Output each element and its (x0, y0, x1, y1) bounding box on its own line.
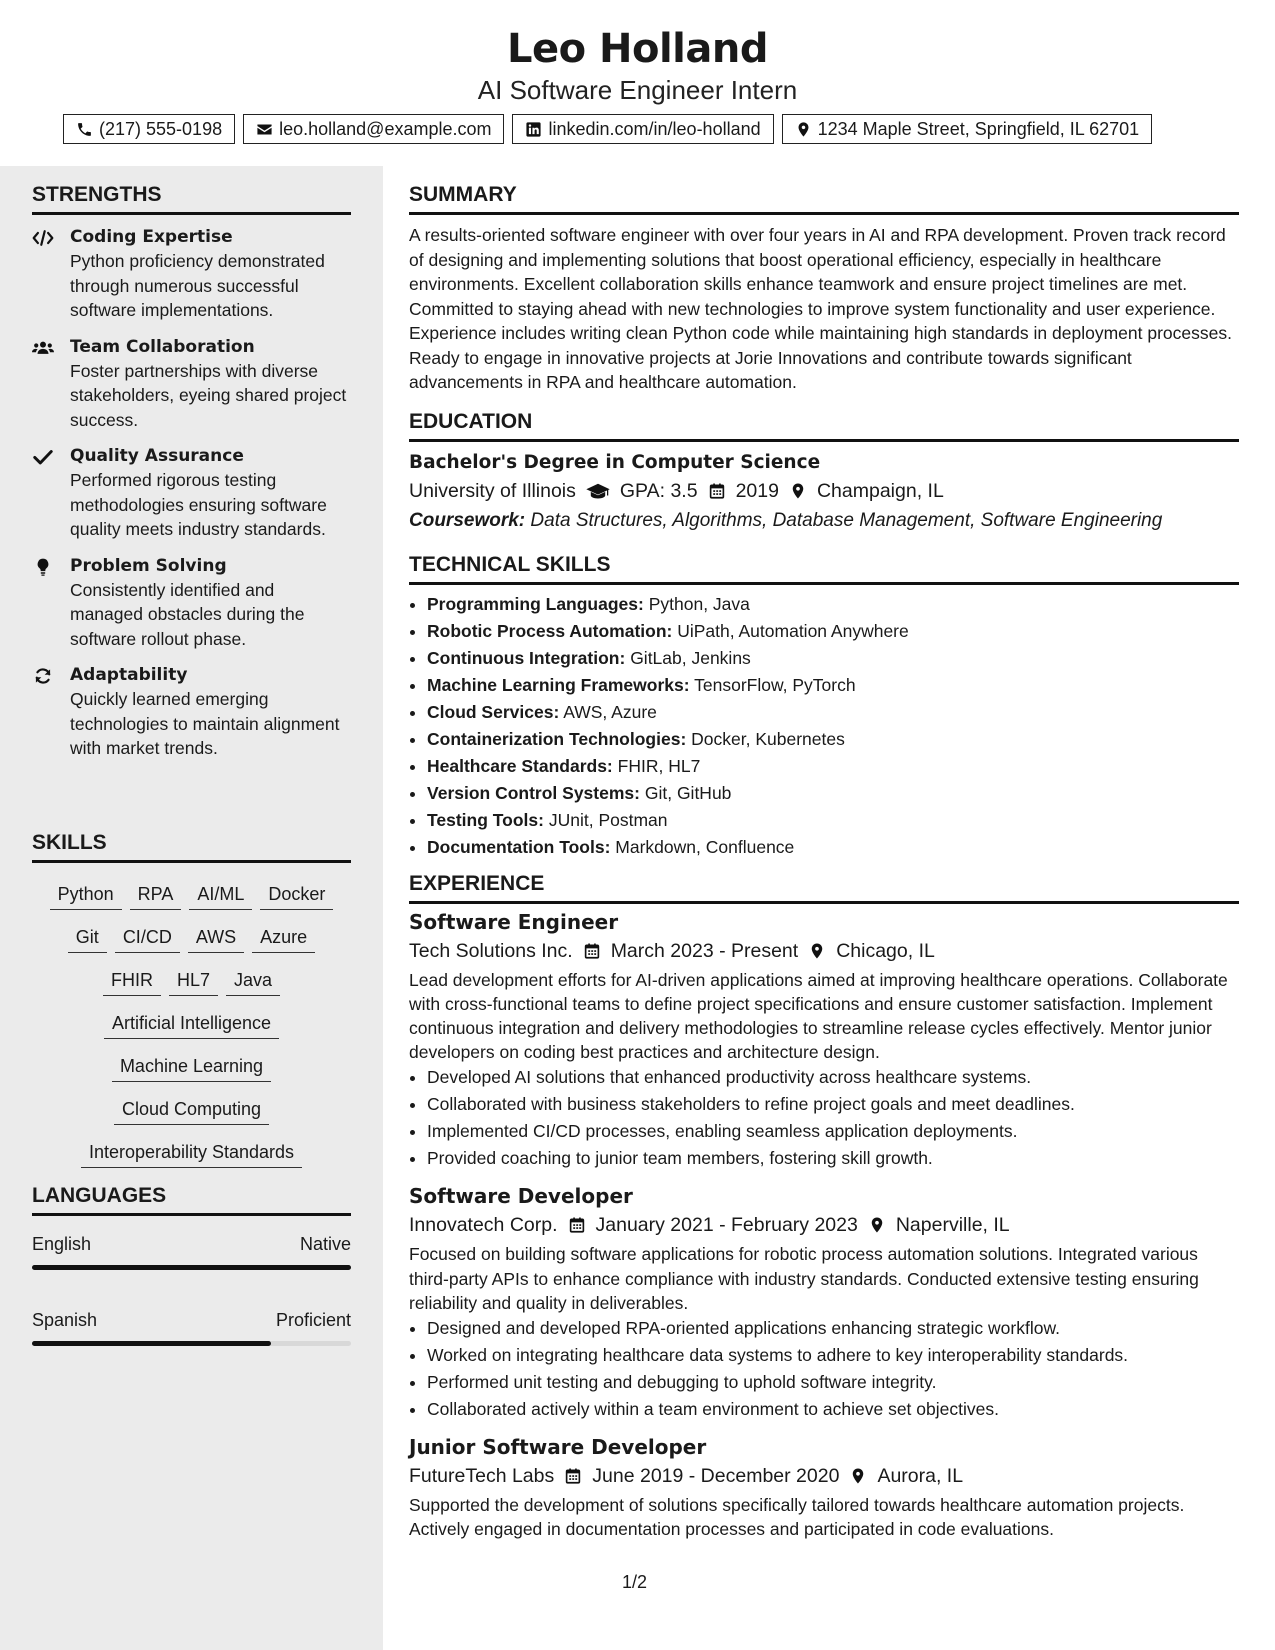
skill-tag: HL7 (169, 967, 218, 996)
strengths-heading: STRENGTHS (32, 182, 351, 215)
lightbulb-icon (32, 557, 54, 577)
experience-section (409, 871, 1239, 1542)
list-item (427, 726, 1239, 753)
language-name: English (32, 1234, 92, 1254)
skill-tag: CI/CD (115, 924, 180, 953)
degree-title: Bachelor's Degree in Computer Science (409, 451, 821, 473)
skill-tag: FHIR (103, 967, 161, 996)
skill-tag: Python (50, 881, 122, 910)
job-bullets (409, 1315, 1239, 1423)
strength-desc: Quickly learned emerging technologies to maintain alignment with market trends. (70, 689, 340, 758)
strength-item (32, 225, 351, 323)
users-icon (32, 338, 54, 358)
skill-tag: Cloud Computing (114, 1096, 269, 1125)
skill-category: Machine Learning Frameworks: (427, 674, 690, 695)
list-item: • Designed and developed RPA-oriented applications enhancing strategic workflow. (427, 1315, 1239, 1342)
job-description: Lead development efforts for AI-driven applications aimed at improving healthcare operations. Collaborate with cross-functional teams to define project specifications and ensure customer satisfaction. Implement continuous integration and delivery methodologies to streamline release cycles effectively. Mentor junior developers on coding best practices and architecture design. (409, 969, 1228, 1063)
skill-tag: AWS (188, 924, 244, 953)
job-title: Software Developer (409, 1184, 633, 1209)
list-item (427, 753, 1239, 780)
job-meta (409, 1210, 1239, 1240)
language-level: Native (299, 1234, 351, 1254)
education-heading: EDUCATION (409, 409, 1239, 442)
calendar-icon (568, 1216, 586, 1234)
job-entry (409, 1182, 1239, 1423)
strength-desc: Foster partnerships with diverse stakeholders, eyeing shared project success. (70, 360, 347, 430)
language-item (32, 1232, 351, 1270)
contact-email-text: leo.holland@example.com (279, 118, 492, 139)
skill-values: GitLab, Jenkins (630, 647, 751, 668)
language-proficiency-bar (32, 1265, 351, 1270)
company-name: FutureTech Labs (409, 1464, 555, 1487)
graduation-cap-icon (586, 482, 610, 500)
contact-email[interactable] (243, 114, 504, 144)
map-pin-icon (789, 482, 807, 500)
strength-item (32, 444, 351, 542)
contact-phone-text: (217) 555-0198 (99, 118, 223, 139)
job-location: Chicago, IL (836, 939, 935, 962)
skill-category: Containerization Technologies: (427, 728, 687, 749)
list-item (427, 834, 1239, 861)
job-location: Aurora, IL (877, 1464, 964, 1487)
strength-title: Team Collaboration (70, 336, 255, 357)
person-name: Leo Holland (506, 26, 768, 72)
contact-linkedin[interactable] (512, 114, 773, 144)
skills-section (32, 830, 351, 1168)
skills-heading: SKILLS (32, 830, 351, 863)
coursework-list: Data Structures, Algorithms, Database Management, Software Engineering (530, 509, 1163, 531)
job-dates: March 2023 - Present (610, 939, 799, 962)
calendar-icon (564, 1467, 582, 1485)
phone-icon (76, 121, 93, 138)
skill-tag: Azure (252, 924, 315, 953)
job-bullets (409, 1064, 1239, 1172)
language-proficiency-fill (32, 1265, 351, 1270)
code-icon (32, 228, 54, 248)
language-item (32, 1308, 351, 1346)
job-entry (409, 1433, 1239, 1541)
list-item: • Collaborated actively within a team environment to achieve set objectives. (427, 1396, 1239, 1423)
skill-category: Documentation Tools: (427, 836, 611, 857)
skill-category: Programming Languages: (427, 593, 644, 614)
job-description: Supported the development of solutions specifically tailored towards healthcare automation projects. Actively engaged in documentation processes and participated in code evaluations. (409, 1494, 1185, 1540)
skill-tag: Interoperability Standards (81, 1139, 302, 1168)
contact-address-text: 1234 Maple Street, Springfield, IL 62701 (817, 118, 1140, 139)
check-icon (32, 447, 54, 467)
list-item (427, 672, 1239, 699)
summary-text: A results-oriented software engineer with over four years in AI and RPA development. Proven track record of designing and implementing solutions that boost operational efficiency, especially in healthcare environments. Excellent collaboration skills enhance teamwork and ensure project timelines are met. Committed to staying ahead with new technologies to improve system functionality and user experience. Experience includes writing clean Python code while maintaining high standards in deployment processes. Ready to engage in innovative projects at Jorie Innovations and contribute towards significant advancements in RPA and healthcare automation. (409, 225, 1232, 392)
calendar-icon (583, 942, 601, 960)
strength-item (32, 554, 351, 652)
skill-values: Git, GitHub (644, 782, 732, 803)
graduation-year: 2019 (735, 479, 779, 502)
list-item (427, 807, 1239, 834)
list-item (427, 591, 1239, 618)
job-entry (409, 908, 1239, 1173)
company-name: Tech Solutions Inc. (409, 939, 573, 962)
calendar-icon (708, 482, 726, 500)
contact-linkedin-text: linkedin.com/in/leo-holland (548, 118, 761, 139)
education-meta (409, 476, 1239, 506)
company-name: Innovatech Corp. (409, 1214, 558, 1237)
skill-category: Continuous Integration: (427, 647, 626, 668)
coursework-label: Coursework: (409, 509, 526, 531)
skill-category: Robotic Process Automation: (427, 620, 673, 641)
strengths-section (32, 182, 351, 761)
skill-tag: AI/ML (189, 881, 252, 910)
skill-values: TensorFlow, PyTorch (694, 674, 856, 695)
gpa-text: GPA: 3.5 (619, 479, 698, 502)
skill-tag: Java (226, 967, 280, 996)
strength-desc: Performed rigorous testing methodologies ensuring software quality meets industry standards. (70, 470, 327, 539)
list-item (427, 780, 1239, 807)
skill-tag: Docker (260, 881, 333, 910)
skill-values: JUnit, Postman (548, 809, 668, 830)
main-content (383, 166, 1275, 1650)
strength-item (32, 335, 351, 433)
map-pin-icon (808, 942, 826, 960)
strength-title: Adaptability (70, 665, 188, 685)
strength-desc: Python proficiency demonstrated through numerous successful software implementations. (70, 251, 325, 320)
job-location: Naperville, IL (895, 1214, 1010, 1237)
skills-list (32, 881, 351, 1168)
list-item: • Worked on integrating healthcare data systems to adhere to key interoperability standards. (427, 1342, 1239, 1369)
contact-phone[interactable] (63, 114, 235, 144)
list-item (427, 645, 1239, 672)
languages-section (32, 1183, 351, 1346)
language-proficiency-bar (32, 1341, 351, 1346)
technical-skills-section (409, 552, 1239, 861)
sync-icon (32, 666, 54, 686)
skill-values: UiPath, Automation Anywhere (677, 620, 909, 641)
list-item: • Collaborated with business stakeholders to refine project goals and meet deadlines. (427, 1091, 1239, 1118)
strength-title: Quality Assurance (70, 446, 244, 466)
skill-category: Version Control Systems: (427, 782, 640, 803)
strength-desc: Consistently identified and managed obstacles during the software rollout phase. (70, 579, 305, 649)
map-pin-icon (849, 1467, 867, 1485)
skill-values: Docker, Kubernetes (691, 728, 845, 749)
envelope-icon (256, 121, 273, 138)
skill-tag: Machine Learning (112, 1053, 271, 1082)
school-name: University of Illinois (409, 479, 576, 502)
map-pin-icon (868, 1216, 886, 1234)
technical-skills-list (409, 591, 1239, 861)
main-column (409, 182, 1239, 1541)
skill-values: AWS, Azure (563, 701, 657, 722)
education-location: Champaign, IL (816, 479, 944, 502)
linkedin-icon (525, 121, 542, 138)
skill-values: Markdown, Confluence (615, 836, 795, 857)
job-meta (409, 936, 1239, 966)
summary-heading: SUMMARY (409, 182, 1239, 215)
strength-title: Coding Expertise (70, 227, 233, 247)
sidebar (0, 166, 383, 1650)
contact-bar (63, 114, 1152, 144)
language-level: Proficient (275, 1310, 351, 1330)
skill-tag: Artificial Intelligence (104, 1010, 279, 1039)
strength-item (32, 663, 351, 761)
job-dates: January 2021 - February 2023 (595, 1214, 858, 1237)
list-item: • Implemented CI/CD processes, enabling seamless application deployments. (427, 1118, 1239, 1145)
job-description: Focused on building software applications for robotic process automation solutions. Integrated various third-party APIs to enhance compliance with industry standards. Conducted extensive testing ensuring reliability and quality in deliverables. (409, 1244, 1199, 1313)
summary-section (409, 182, 1239, 395)
skill-values: Python, Java (648, 593, 750, 614)
resume-header (0, 0, 1275, 160)
language-proficiency-fill (32, 1341, 271, 1346)
skill-category: Cloud Services: (427, 701, 560, 722)
page-number: 1/2 (622, 1572, 648, 1592)
contact-address[interactable] (782, 114, 1153, 144)
job-title-heading: AI Software Engineer Intern (477, 75, 798, 105)
list-item: • Developed AI solutions that enhanced productivity across healthcare systems. (427, 1064, 1239, 1091)
coursework (409, 506, 1239, 536)
language-name: Spanish (32, 1310, 98, 1330)
job-title: Junior Software Developer (409, 1434, 707, 1459)
list-item: • Provided coaching to junior team members, fostering skill growth. (427, 1145, 1239, 1172)
skill-category: Testing Tools: (427, 809, 544, 830)
map-pin-icon (795, 121, 812, 138)
technical-skills-heading: TECHNICAL SKILLS (409, 552, 1239, 585)
skill-category: Healthcare Standards: (427, 755, 613, 776)
skill-tag: Git (68, 924, 107, 953)
strength-title: Problem Solving (70, 555, 227, 576)
languages-heading: LANGUAGES (32, 1183, 351, 1216)
job-dates: June 2019 - December 2020 (592, 1464, 840, 1487)
education-section (409, 409, 1239, 536)
experience-heading: EXPERIENCE (409, 871, 1239, 904)
list-item (427, 618, 1239, 645)
list-item (427, 699, 1239, 726)
list-item: • Performed unit testing and debugging to uphold software integrity. (427, 1369, 1239, 1396)
job-title: Software Engineer (409, 909, 619, 934)
job-meta (409, 1461, 1239, 1491)
skill-values: FHIR, HL7 (617, 755, 701, 776)
skill-tag: RPA (130, 881, 182, 910)
